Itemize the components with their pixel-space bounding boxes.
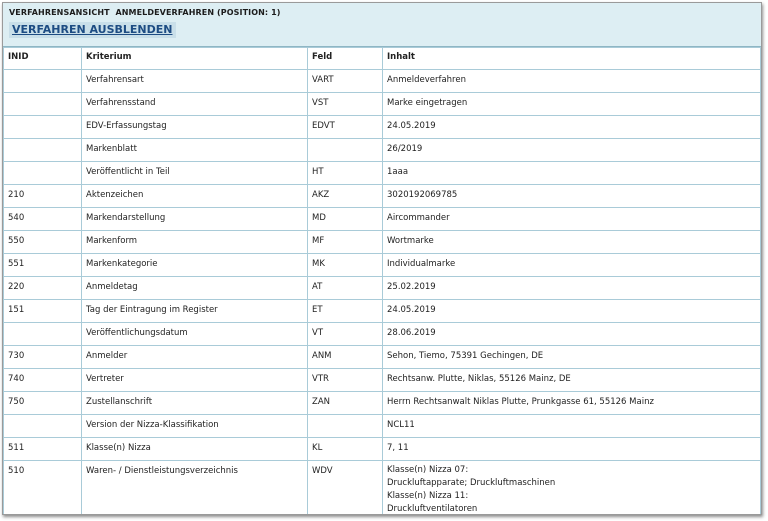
cell-inhalt: 28.06.2019 (383, 323, 761, 346)
cell-feld: AT (308, 277, 383, 300)
cell-inhalt: Herrn Rechtsanwalt Niklas Plutte, Prunkgasse 61, 55126 Mainz (383, 392, 761, 415)
cell-feld: MK (308, 254, 383, 277)
cell-inid: 510 (4, 461, 82, 516)
cell-feld: MF (308, 231, 383, 254)
cell-inid: 220 (4, 277, 82, 300)
cell-feld: VST (308, 93, 383, 116)
column-header-kriterium: Kriterium (82, 48, 308, 70)
table-row (4, 116, 761, 139)
cell-inhalt: Individualmarke (383, 254, 761, 277)
cell-kriterium: Anmeldetag (82, 277, 308, 300)
table-row (4, 254, 761, 277)
table-row (4, 392, 761, 415)
cell-kriterium: Klasse(n) Nizza (82, 438, 308, 461)
cell-kriterium: Markenblatt (82, 139, 308, 162)
cell-feld: MD (308, 208, 383, 231)
table-row (4, 415, 761, 438)
cell-inhalt: Sehon, Tiemo, 75391 Gechingen, DE (383, 346, 761, 369)
cell-inid: 750 (4, 392, 82, 415)
cell-inid: 730 (4, 346, 82, 369)
panel-title: VERFAHRENSANSICHT ANMELDEVERFAHREN (POSITION: 1) (9, 8, 281, 17)
table-row (4, 162, 761, 185)
cell-kriterium: Markenkategorie (82, 254, 308, 277)
cell-inid (4, 70, 82, 93)
cell-inid: 511 (4, 438, 82, 461)
hide-procedure-link[interactable]: VERFAHREN AUSBLENDEN (9, 22, 176, 38)
cell-feld: ZAN (308, 392, 383, 415)
cell-feld: AKZ (308, 185, 383, 208)
cell-inhalt: Anmeldeverfahren (383, 70, 761, 93)
cell-kriterium: Waren- / Dienstleistungsverzeichnis (82, 461, 308, 516)
inhalt-line: Klasse(n) Nizza 11: (387, 491, 469, 501)
cell-inid (4, 162, 82, 185)
table-row (4, 185, 761, 208)
cell-kriterium: Veröffentlicht in Teil (82, 162, 308, 185)
cell-inhalt: Aircommander (383, 208, 761, 231)
table-row-wdv (4, 461, 761, 516)
cell-feld: WDV (308, 461, 383, 516)
cell-feld: ANM (308, 346, 383, 369)
cell-feld: VTR (308, 369, 383, 392)
table-row (4, 93, 761, 116)
cell-inhalt: 25.02.2019 (383, 277, 761, 300)
cell-kriterium: Veröffentlichungsdatum (82, 323, 308, 346)
cell-kriterium: Version der Nizza-Klassifikation (82, 415, 308, 438)
cell-inhalt: Marke eingetragen (383, 93, 761, 116)
cell-inid (4, 93, 82, 116)
cell-kriterium: Anmelder (82, 346, 308, 369)
cell-feld: ET (308, 300, 383, 323)
cell-kriterium: Verfahrensstand (82, 93, 308, 116)
procedure-table (3, 47, 761, 515)
column-header-inhalt: Inhalt (383, 48, 761, 70)
table-row (4, 438, 761, 461)
cell-inhalt: 24.05.2019 (383, 116, 761, 139)
table-row (4, 208, 761, 231)
cell-inhalt: 7, 11 (383, 438, 761, 461)
cell-kriterium: Tag der Eintragung im Register (82, 300, 308, 323)
cell-kriterium: Zustellanschrift (82, 392, 308, 415)
panel-header (3, 3, 761, 47)
cell-inid: 210 (4, 185, 82, 208)
table-row (4, 346, 761, 369)
cell-inhalt: Rechtsanw. Plutte, Niklas, 55126 Mainz, DE (383, 369, 761, 392)
cell-feld: VT (308, 323, 383, 346)
cell-feld (308, 139, 383, 162)
cell-inhalt: 1aaa (383, 162, 761, 185)
cell-kriterium: EDV-Erfassungstag (82, 116, 308, 139)
cell-inhalt: 24.05.2019 (383, 300, 761, 323)
cell-inid (4, 323, 82, 346)
cell-inhalt (383, 461, 761, 516)
table-row (4, 300, 761, 323)
cell-inid (4, 415, 82, 438)
cell-inid: 551 (4, 254, 82, 277)
cell-inid (4, 139, 82, 162)
cell-feld: KL (308, 438, 383, 461)
cell-inid: 550 (4, 231, 82, 254)
table-row (4, 70, 761, 93)
inhalt-line: Druckluftapparate; Druckluftmaschinen (387, 478, 556, 488)
cell-inid: 151 (4, 300, 82, 323)
table-row (4, 231, 761, 254)
cell-feld (308, 415, 383, 438)
cell-feld: EDVT (308, 116, 383, 139)
cell-feld: HT (308, 162, 383, 185)
column-header-feld: Feld (308, 48, 383, 70)
inhalt-line: Druckluftventilatoren (387, 504, 478, 514)
inhalt-line: Klasse(n) Nizza 07: (387, 465, 469, 475)
cell-kriterium: Verfahrensart (82, 70, 308, 93)
cell-kriterium: Markenform (82, 231, 308, 254)
cell-inhalt: NCL11 (383, 415, 761, 438)
cell-inid: 740 (4, 369, 82, 392)
cell-inhalt: Wortmarke (383, 231, 761, 254)
procedure-view-panel (2, 2, 762, 515)
cell-inhalt: 26/2019 (383, 139, 761, 162)
cell-kriterium: Vertreter (82, 369, 308, 392)
cell-kriterium: Markendarstellung (82, 208, 308, 231)
cell-feld: VART (308, 70, 383, 93)
cell-inid: 540 (4, 208, 82, 231)
table-row (4, 369, 761, 392)
cell-kriterium: Aktenzeichen (82, 185, 308, 208)
table-row (4, 139, 761, 162)
table-header-row (4, 48, 761, 70)
table-row (4, 277, 761, 300)
cell-inid (4, 116, 82, 139)
cell-inhalt: 3020192069785 (383, 185, 761, 208)
table-row (4, 323, 761, 346)
column-header-inid: INID (4, 48, 82, 70)
